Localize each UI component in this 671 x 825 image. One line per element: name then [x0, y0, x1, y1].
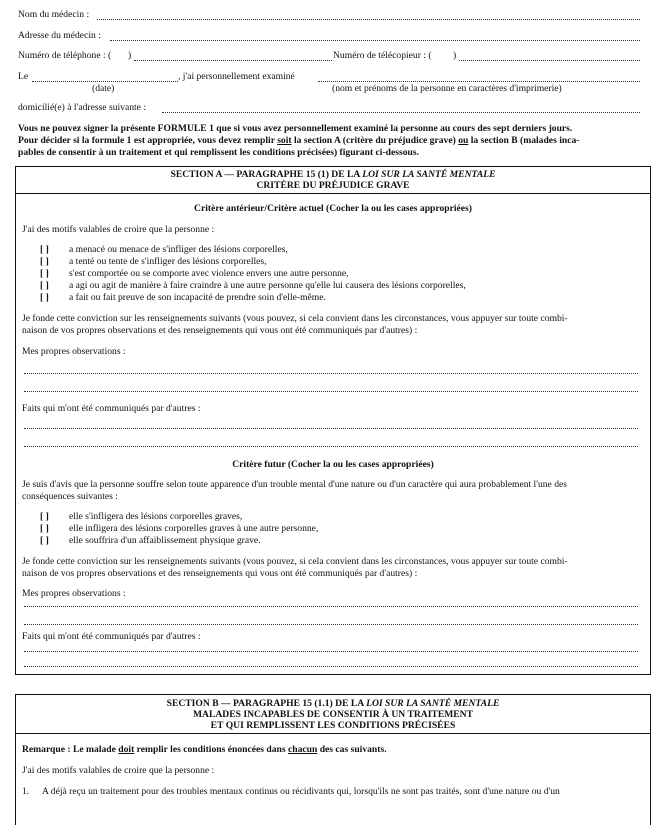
checkbox-b1[interactable]: [ ]	[40, 511, 49, 522]
date-caption: (date)	[92, 83, 115, 94]
item-b3: elle souffrira d'un affaiblissement physique grave.	[69, 535, 261, 546]
date-prefix: Le	[18, 71, 29, 82]
section-a-title: SECTION A — PARAGRAPHE 15 (1) DE LA LOI SUR LA SANTÉ MENTALE	[170, 169, 496, 180]
own-observations-label: Mes propres observations :	[22, 346, 126, 357]
checkbox-a1[interactable]: [ ]	[40, 244, 49, 255]
section-a-fonde2-1: Je fonde cette conviction sur les renseignements suivants (vous pouvez, si cela convient dans les circonstances, vous appuyer sur toute combi-	[22, 556, 568, 567]
phone-field[interactable]	[134, 60, 332, 61]
checkbox-a5[interactable]: [ ]	[40, 292, 49, 303]
item-a5: a fait ou fait preuve de son incapacité de prendre soin d'elle-même.	[69, 292, 326, 303]
phone-close: )	[128, 50, 132, 61]
fax-label: Numéro de télécopieur : (	[333, 50, 432, 61]
section-b-remarque: Remarque : Le malade doit remplir les conditions énoncées dans chacun des cas suivants.	[22, 744, 387, 755]
checkbox-a2[interactable]: [ ]	[40, 256, 49, 267]
item-a4: a agi ou agit de manière à faire craindre à une autre personne qu'elle lui causera des lésions corporelles,	[69, 280, 466, 291]
others-facts2-line-2[interactable]	[24, 666, 638, 667]
patient-name-field[interactable]	[318, 81, 640, 82]
others-facts-line-1[interactable]	[24, 428, 638, 429]
name-caption: (nom et prénoms de la personne en caractères d'imprimerie)	[332, 83, 562, 94]
own-observations2-label: Mes propres observations :	[22, 588, 126, 599]
section-a-fonde-2: naison de vos propres observations et des renseignements qui vous ont été communiqués par d'autres) :	[22, 325, 418, 336]
section-a-avis-1: Je suis d'avis que la personne souffre selon toute apparence d'un trouble mental d'une nature ou d'un caractère qui aura probablement l'une des	[22, 479, 567, 490]
examined-label: , j'ai personnellement examiné	[178, 71, 295, 82]
own-observations-line-2[interactable]	[24, 391, 638, 392]
section-a-header	[16, 169, 650, 194]
intro-line-1: Vous ne pouvez signer la présente FORMULE 1 que si vous avez personnellement examiné la personne au cours des sept derniers jours.	[18, 123, 573, 134]
section-b-item1-number: 1.	[22, 786, 30, 797]
item-b2: elle infligera des lésions corporelles graves à une autre personne,	[69, 523, 319, 534]
section-a-fonde-1: Je fonde cette conviction sur les renseignements suivants (vous pouvez, si cela convient dans les circonstances, vous appuyer sur toute combi-	[22, 313, 568, 324]
section-a-sub2: Critère futur (Cocher la ou les cases appropriées)	[232, 459, 434, 470]
domicile-field[interactable]	[162, 112, 640, 113]
doctor-name-field[interactable]	[97, 19, 640, 20]
item-a2: a tenté ou tente de s'infliger des lésions corporelles,	[69, 256, 267, 267]
doctor-address-field[interactable]	[110, 40, 640, 41]
section-a-subtitle: CRITÈRE DU PRÉJUDICE GRAVE	[256, 180, 410, 191]
own-observations-line-1[interactable]	[24, 373, 638, 374]
section-b-subtitle-2: ET QUI REMPLISSENT LES CONDITIONS PRÉCISÉES	[210, 720, 456, 731]
fax-close: )	[453, 50, 457, 61]
intro-line-3: pables de consentir à un traitement et qui remplissent les conditions précisées) figurant ci-dessous.	[18, 147, 419, 158]
others-facts2-label: Faits qui m'ont été communiqués par d'autres :	[22, 631, 201, 642]
section-a-fonde2-2: naison de vos propres observations et des renseignements qui vous ont été communiqués par d'autres) :	[22, 568, 418, 579]
checkbox-b2[interactable]: [ ]	[40, 523, 49, 534]
section-a-sub1: Critère antérieur/Critère actuel (Cocher la ou les cases appropriées)	[194, 203, 472, 214]
others-facts-line-2[interactable]	[24, 446, 638, 447]
section-b-title: SECTION B — PARAGRAPHE 15 (1.1) DE LA LOI SUR LA SANTÉ MENTALE	[166, 698, 500, 709]
section-b-box	[15, 694, 651, 825]
own-observations2-line-1[interactable]	[24, 606, 638, 607]
others-facts2-line-1[interactable]	[24, 651, 638, 652]
section-b-header	[16, 698, 650, 734]
item-b1: elle s'infligera des lésions corporelles graves,	[69, 511, 243, 522]
section-b-item1: A déjà reçu un traitement pour des troubles mentaux continus ou récidivants qui, lorsqu'ils ne sont pas traités, sont d'une nature ou d'un	[42, 786, 560, 797]
item-a3: s'est comportée ou se comporte avec violence envers une autre personne,	[69, 268, 349, 279]
section-a-avis-2: conséquences suivantes :	[22, 491, 118, 502]
domicile-label: domicilié(e) à l'adresse suivante :	[18, 102, 146, 113]
section-b-motifs: J'ai des motifs valables de croire que la personne :	[22, 765, 215, 776]
doctor-address-label: Adresse du médecin :	[18, 30, 101, 41]
checkbox-b3[interactable]: [ ]	[40, 535, 49, 546]
section-a-motifs: J'ai des motifs valables de croire que la personne :	[22, 224, 215, 235]
section-b-subtitle-1: MALADES INCAPABLES DE CONSENTIR À UN TRAITEMENT	[192, 709, 474, 720]
checkbox-a4[interactable]: [ ]	[40, 280, 49, 291]
checkbox-a3[interactable]: [ ]	[40, 268, 49, 279]
doctor-name-label: Nom du médecin :	[18, 9, 90, 20]
date-field[interactable]	[32, 81, 178, 82]
fax-field[interactable]	[459, 60, 640, 61]
phone-label: Numéro de téléphone : (	[18, 50, 112, 61]
item-a1: a menacé ou menace de s'infliger des lésions corporelles,	[69, 244, 288, 255]
others-facts-label: Faits qui m'ont été communiqués par d'autres :	[22, 403, 201, 414]
own-observations2-line-2[interactable]	[24, 624, 638, 625]
intro-line-2: Pour décider si la formule 1 est appropriée, vous devez remplir soit la section A (critère du préjudice grave) ou la section B (malades inca-	[18, 135, 580, 146]
